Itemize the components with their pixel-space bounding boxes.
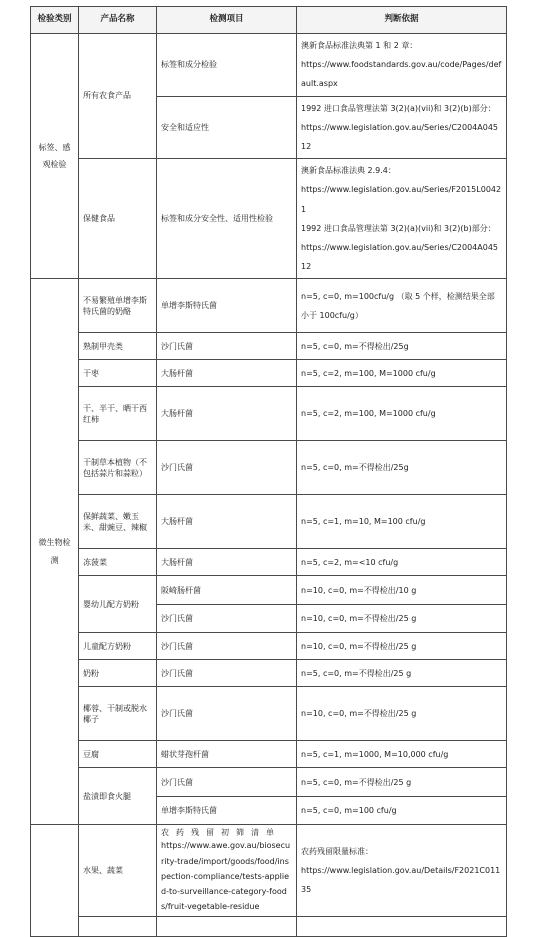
inspection-table [30,6,507,937]
product-cell: 干、半干、晒干西红柿 [79,387,157,441]
table-row [31,495,507,549]
table-row [31,825,507,917]
product-cell: 水果、蔬菜 [79,825,157,917]
basis-cell: n=5, c=0, m=不得检出/25g [297,333,507,360]
test-item-cell: 大肠杆菌 [157,495,297,549]
table-row [31,660,507,687]
basis-cell: n=5, c=2, m=100, M=1000 cfu/g [297,387,507,441]
header-category: 检验类别 [31,7,79,34]
product-cell: 婴幼儿配方奶粉 [79,576,157,633]
product-cell: 熟制甲壳类 [79,333,157,360]
basis-cell: n=5, c=1, m=10, M=100 cfu/g [297,495,507,549]
header-test-item: 检测项目 [157,7,297,34]
test-item-cell-empty [157,917,297,937]
table-row [31,279,507,333]
test-item-cell: 沙门氏菌 [157,687,297,741]
product-cell: 保鲜蔬菜、嫩玉米、甜豌豆、辣椒 [79,495,157,549]
basis-cell: n=5, c=0, m=不得检出/25 g [297,768,507,797]
product-cell: 豆腐 [79,741,157,768]
table-row [31,687,507,741]
basis-cell: 农药残留限量标准： https://www.legislation.gov.au/Details/F2021C01135 [297,825,507,917]
product-cell: 冻菠菜 [79,549,157,576]
test-item-cell: 沙门氏菌 [157,660,297,687]
test-item-cell: 大肠杆菌 [157,360,297,387]
basis-cell: 澳新食品标准法典第 1 和 2 章： https://www.foodstandards.gov.au/code/Pages/default.aspx [297,34,507,97]
test-item-cell: 单增李斯特氏菌 [157,279,297,333]
pesticide-list-title: 农药残留初筛清单 [161,828,281,838]
basis-cell: n=10, c=0, m=不得检出/25 g [297,605,507,633]
table-row [31,159,507,279]
table-row [31,633,507,660]
basis-cell: n=10, c=0, m=不得检出/25 g [297,687,507,741]
product-cell: 椰蓉、干制或脱水椰子 [79,687,157,741]
basis-cell-empty [297,917,507,937]
basis-cell: n=5, c=0, m=不得检出/25g [297,441,507,495]
product-cell: 保健食品 [79,159,157,279]
table-row [31,768,507,797]
test-item-cell: 单增李斯特氏菌 [157,797,297,825]
test-item-cell: 安全和适应性 [157,96,297,159]
basis-cell: n=5, c=2, m=100, M=1000 cfu/g [297,360,507,387]
table-row [31,576,507,605]
test-item-cell: 蜡状芽孢杆菌 [157,741,297,768]
product-cell: 所有农食产品 [79,34,157,159]
product-cell: 儿童配方奶粉 [79,633,157,660]
product-cell: 不易繁殖单增李斯特氏菌的奶酪 [79,279,157,333]
basis-cell: n=5, c=0, m=不得检出/25 g [297,660,507,687]
table-row [31,917,507,937]
header-product: 产品名称 [79,7,157,34]
test-item-cell: 沙门氏菌 [157,441,297,495]
product-cell-empty [79,917,157,937]
test-item-cell: 阪崎肠杆菌 [157,576,297,605]
table-row [31,333,507,360]
header-basis: 判断依据 [297,7,507,34]
basis-cell: n=5, c=0, m=100 cfu/g [297,797,507,825]
category-label-inspection: 标签、感观检验 [31,34,79,279]
test-item-cell [157,825,297,917]
test-item-cell: 沙门氏菌 [157,768,297,797]
table-header-row [31,7,507,34]
table-row [31,741,507,768]
basis-cell: n=5, c=0, m=100cfu/g （取 5 个样，检测结果全部小于 100cfu/g） [297,279,507,333]
category-micro-testing: 微生物检测 [31,279,79,825]
basis-cell: 1992 进口食品管理法第 3(2)(a)(vii)和 3(2)(b)部分： https://www.legislation.gov.au/Series/C2004A04512 [297,96,507,159]
product-cell: 奶粉 [79,660,157,687]
test-item-cell: 标签和成分检验 [157,34,297,97]
test-item-cell: 标签和成分安全性、适用性检验 [157,159,297,279]
basis-cell: 澳新食品标准法典 2.9.4： https://www.legislation.gov.au/Series/F2015L00421 1992 进口食品管理法第 3(2)(a)(vii)和 3(2)(b)部分： https://www.legislation.gov.au/Series/C2004A04512 [297,159,507,279]
category-cell-empty [31,825,79,937]
table-row [31,360,507,387]
table-row [31,387,507,441]
test-item-cell: 沙门氏菌 [157,633,297,660]
basis-cell: n=5, c=1, m=1000, M=10,000 cfu/g [297,741,507,768]
basis-cell: n=5, c=2, m=<10 cfu/g [297,549,507,576]
pesticide-list-url: https://www.awe.gov.au/biosecurity-trade/import/goods/food/inspection-compliance/tests-applied-to-surveillance-category-foods/fruit-vegetable-residue [161,841,291,912]
product-cell: 干制草本植物（不包括蒜片和蒜粒） [79,441,157,495]
table-row [31,34,507,97]
product-cell: 盐渍即食火腿 [79,768,157,825]
basis-cell: n=10, c=0, m=不得检出/10 g [297,576,507,605]
product-cell: 干枣 [79,360,157,387]
test-item-cell: 沙门氏菌 [157,333,297,360]
basis-cell: n=10, c=0, m=不得检出/25 g [297,633,507,660]
table-row [31,441,507,495]
table-row [31,549,507,576]
test-item-cell: 大肠杆菌 [157,549,297,576]
test-item-cell: 大肠杆菌 [157,387,297,441]
test-item-cell: 沙门氏菌 [157,605,297,633]
